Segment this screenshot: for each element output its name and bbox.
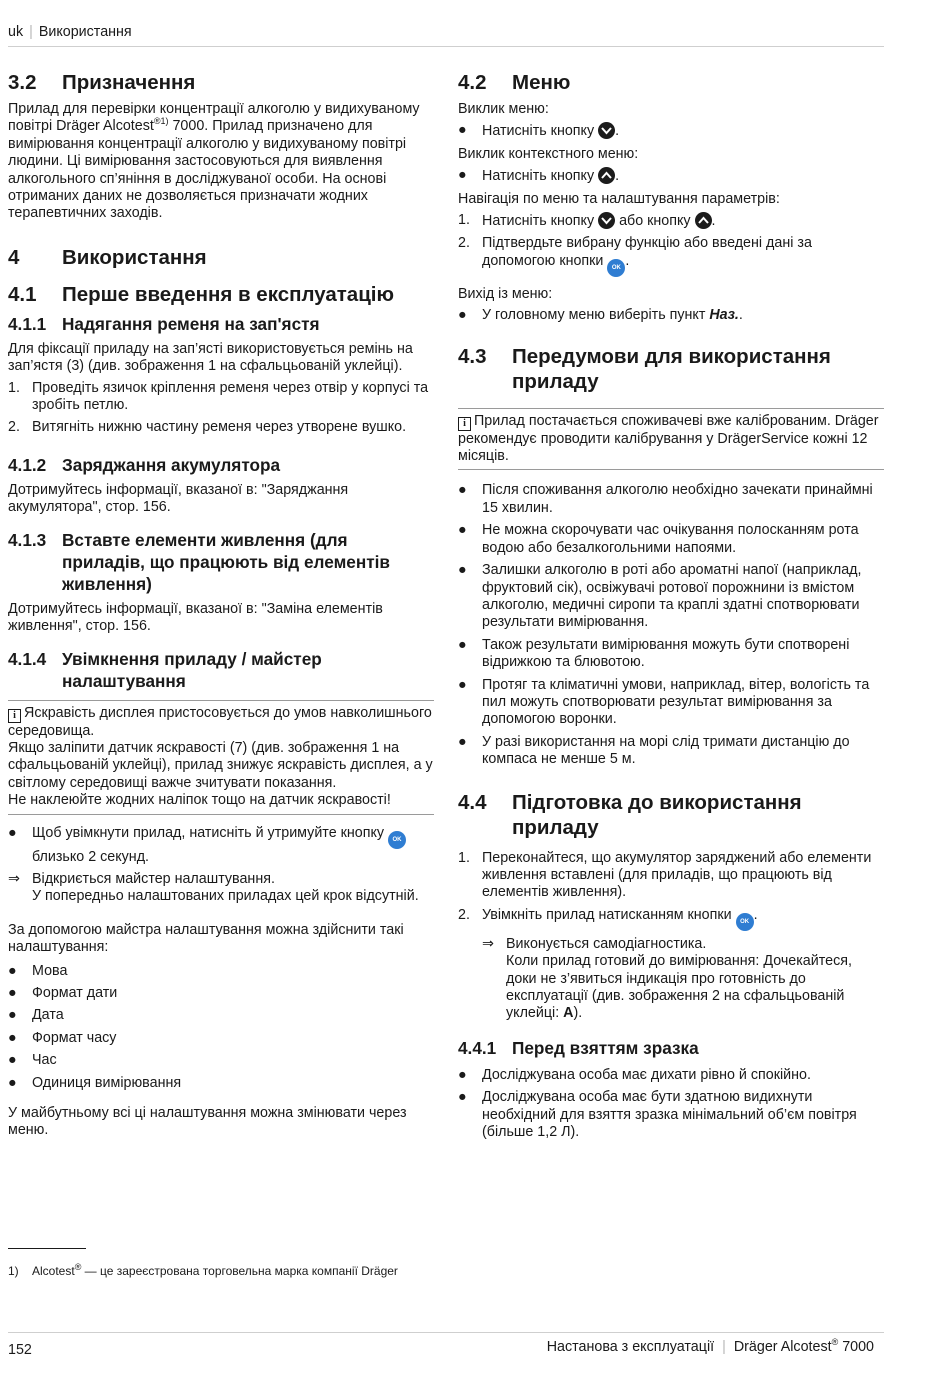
brightness-note: i Яскравість дисплея пристосовується до умов навколишнього середовища. Якщо заліпити датчик яскравості (7) (див. зображення 1 на сфальцьованій уклейці), прилад знижує яскравість дисплея, а у світлому середовищі важче зчитувати показання. Не наклеюйте жодних наліпок тощо на датчик яскравості! (8, 700, 434, 815)
preparation-steps (458, 850, 884, 931)
list-item: ● Щоб увімкнути прилад, натисніть й утримуйте кнопку OK близько 2 секунд. (8, 825, 434, 866)
heading-4-4-1: 4.4.1 Перед взяттям зразка (458, 1037, 699, 1058)
result-item: ⇒ Відкриється майстер налаштування. У попередньо налаштованих приладах цей крок відсутній. (8, 870, 419, 905)
list-item: 2. Підтвердьте вибрану функцію або введені дані за допомогою кнопки OK . (458, 235, 884, 276)
footer-title: Настанова з експлуатації | Dräger Alcotest® 7000 (546, 1337, 874, 1355)
heading-4-1-1: 4.1.1 Надягання ременя на зап'ястя (8, 313, 320, 334)
list-item: ● Дата (8, 1007, 64, 1024)
heading-4: 4 Використання (8, 245, 207, 269)
footnote: 1) Alcotest® — це зареєстрована торговельна марка компанії Dräger (8, 1262, 398, 1278)
list-item: ● Після споживання алкоголю необхідно зачекати принаймні 15 хвилин. (458, 482, 873, 516)
power-on-bullets (8, 825, 434, 866)
list-item: ● Натисніть кнопку . (458, 167, 620, 185)
info-icon: i (8, 709, 21, 723)
wizard-intro: За допомогою майстра налаштування можна здійснити такі налаштування: (8, 921, 404, 956)
result-item: ⇒ Виконується самодіагностика. Коли прилад готовий до вимірювання: Дочекайтеся, доки не з’явиться індикація про готовність до експлуатації (див. зображення 2 на сфальцьованій уклейці: A). (482, 935, 852, 1022)
exit-list (458, 307, 884, 324)
prerequisites-list (458, 482, 884, 768)
list-item: 1. Переконайтеся, що акумулятор заряджений або елементи живлення вставлені (для приладів, що працюють від елементів живлення). (458, 849, 872, 901)
up-button-icon (598, 167, 615, 184)
header-section: Використання (38, 24, 132, 40)
calibration-note: i Прилад постачається споживачеві вже каліброваним. Dräger рекомендує проводити калібрування у DrägerService кожні 12 місяців. (458, 408, 884, 471)
page-number: 152 (8, 1342, 32, 1358)
heading-4-1: 4.1 Перше введення в експлуатацію (8, 282, 395, 306)
list-item: ● Одиниця вимірювання (8, 1074, 182, 1091)
list-item: ● У разі використання на морі слід тримати дистанцію до компаса не менше 5 м. (458, 733, 850, 768)
list-item: ● Формат часу (8, 1029, 117, 1046)
charging-text: Дотримуйтесь інформації, вказаної в: "Заряджання акумулятора", стор. 156. (8, 481, 349, 516)
list-item: ● Мова (8, 962, 68, 979)
batteries-text: Дотримуйтесь інформації, вказаної в: "Заміна елементів живлення", стор. 156. (8, 600, 383, 635)
heading-4-1-2: 4.1.2 Заряджання акумулятора (8, 454, 281, 475)
list-item: ● Залишки алкоголю в роті або ароматні напої (наприклад, фруктовий сік), освіжувачі ротової порожнини із вмістом алкоголю, медичні сиропи та краплі здатні спотворювати результати вимірювання. (458, 562, 862, 631)
page-header (8, 24, 884, 47)
list-item: ● Також результати вимірювання можуть бути спотворені відрижкою та блювотою. (458, 636, 850, 671)
list-item: ● Не можна скорочувати час очікування полосканням рота водою або безалкогольними напоями. (458, 522, 859, 556)
info-icon: i (458, 417, 471, 431)
up-button-icon (695, 212, 712, 229)
heading-4-4: 4.4 Підготовка до використання приладу (458, 790, 802, 839)
ok-button-icon: OK (388, 831, 406, 849)
footnote-rule (8, 1248, 86, 1249)
list-item: ● Формат дати (8, 984, 118, 1001)
navigation-steps (458, 212, 884, 277)
left-column (8, 70, 434, 1140)
call-context-label: Виклик контекстного меню: (458, 145, 639, 162)
wrist-strap-steps (8, 380, 434, 437)
heading-3-2: 3.2 Призначення (8, 71, 196, 94)
list-item: ● Досліджувана особа має дихати рівно й спокійно. (458, 1066, 811, 1083)
heading-4-3: 4.3 Передумови для використання приладу (458, 344, 831, 393)
down-button-icon (598, 212, 615, 229)
list-item: ● Натисніть кнопку . (458, 122, 620, 140)
ok-button-icon: OK (607, 259, 625, 277)
heading-4-2: 4.2 Меню (458, 71, 571, 94)
list-item: ● Протяг та кліматичні умови, наприклад, вітер, вологість та пил можуть спотворювати результат вимірювання за допомогою воронки. (458, 676, 870, 728)
exit-label: Вихід із меню: (458, 285, 553, 302)
list-item: 1. Натисніть кнопку або кнопку . (458, 212, 716, 230)
heading-4-1-3: 4.1.3 Вставте елементи живлення (для приладів, що працюють від елементів живлення) (8, 529, 390, 594)
ok-button-icon: OK (736, 913, 754, 931)
list-item: ● Досліджувана особа має бути здатною видихнути необхідний для взяття зразка мінімальний об’єм повітря (більше 1,2 Л). (458, 1089, 857, 1141)
page-footer (8, 1332, 884, 1359)
list-item: 2. Витягніть нижню частину ременя через утворене вушко. (8, 419, 407, 436)
list-item: 1. Проведіть язичок кріплення ременя через отвір у корпусі та зробіть петлю. (8, 379, 429, 414)
purpose-text: Прилад для перевірки концентрації алкоголю у видихуваному повітрі Dräger Alcotest$^{®1)}$ 7000. Прилад призначено для вимірювання концентрації алкоголю у видихуваному повітрі людини. Ці вимірювання застосовуються для виявлення алкогольного сп’яніння в досліджуваної особи. На основі отриманих даних не дозволяється призначати жодних терапевтичних заходів. (8, 101, 420, 222)
right-column (458, 70, 884, 1146)
navigation-label: Навігація по меню та налаштування параметрів: (458, 190, 780, 207)
wizard-outro: У майбутньому всі ці налаштування можна змінювати через меню. (8, 1105, 407, 1139)
wizard-settings-list (8, 963, 434, 1092)
before-sample-list (458, 1067, 884, 1142)
header-separator: | (29, 24, 33, 40)
call-menu-list (458, 122, 884, 140)
down-button-icon (598, 122, 615, 139)
list-item: ● Час (8, 1052, 57, 1069)
heading-4-1-4: 4.1.4 Увімкнення приладу / майстер налаштування (8, 648, 322, 691)
wrist-strap-text: Для фіксації приладу на зап’ясті використовується ремінь на зап’ястя (3) (див. зображення 1 на сфальцьованій уклейці). (8, 340, 413, 375)
call-menu-label: Виклик меню: (458, 101, 549, 117)
list-item: 2. Увімкніть прилад натисканням кнопки OK . (458, 907, 884, 931)
call-context-list (458, 167, 884, 185)
header-lang: uk (8, 24, 24, 40)
list-item: ● У головному меню виберіть пункт Наз.. (458, 307, 743, 324)
